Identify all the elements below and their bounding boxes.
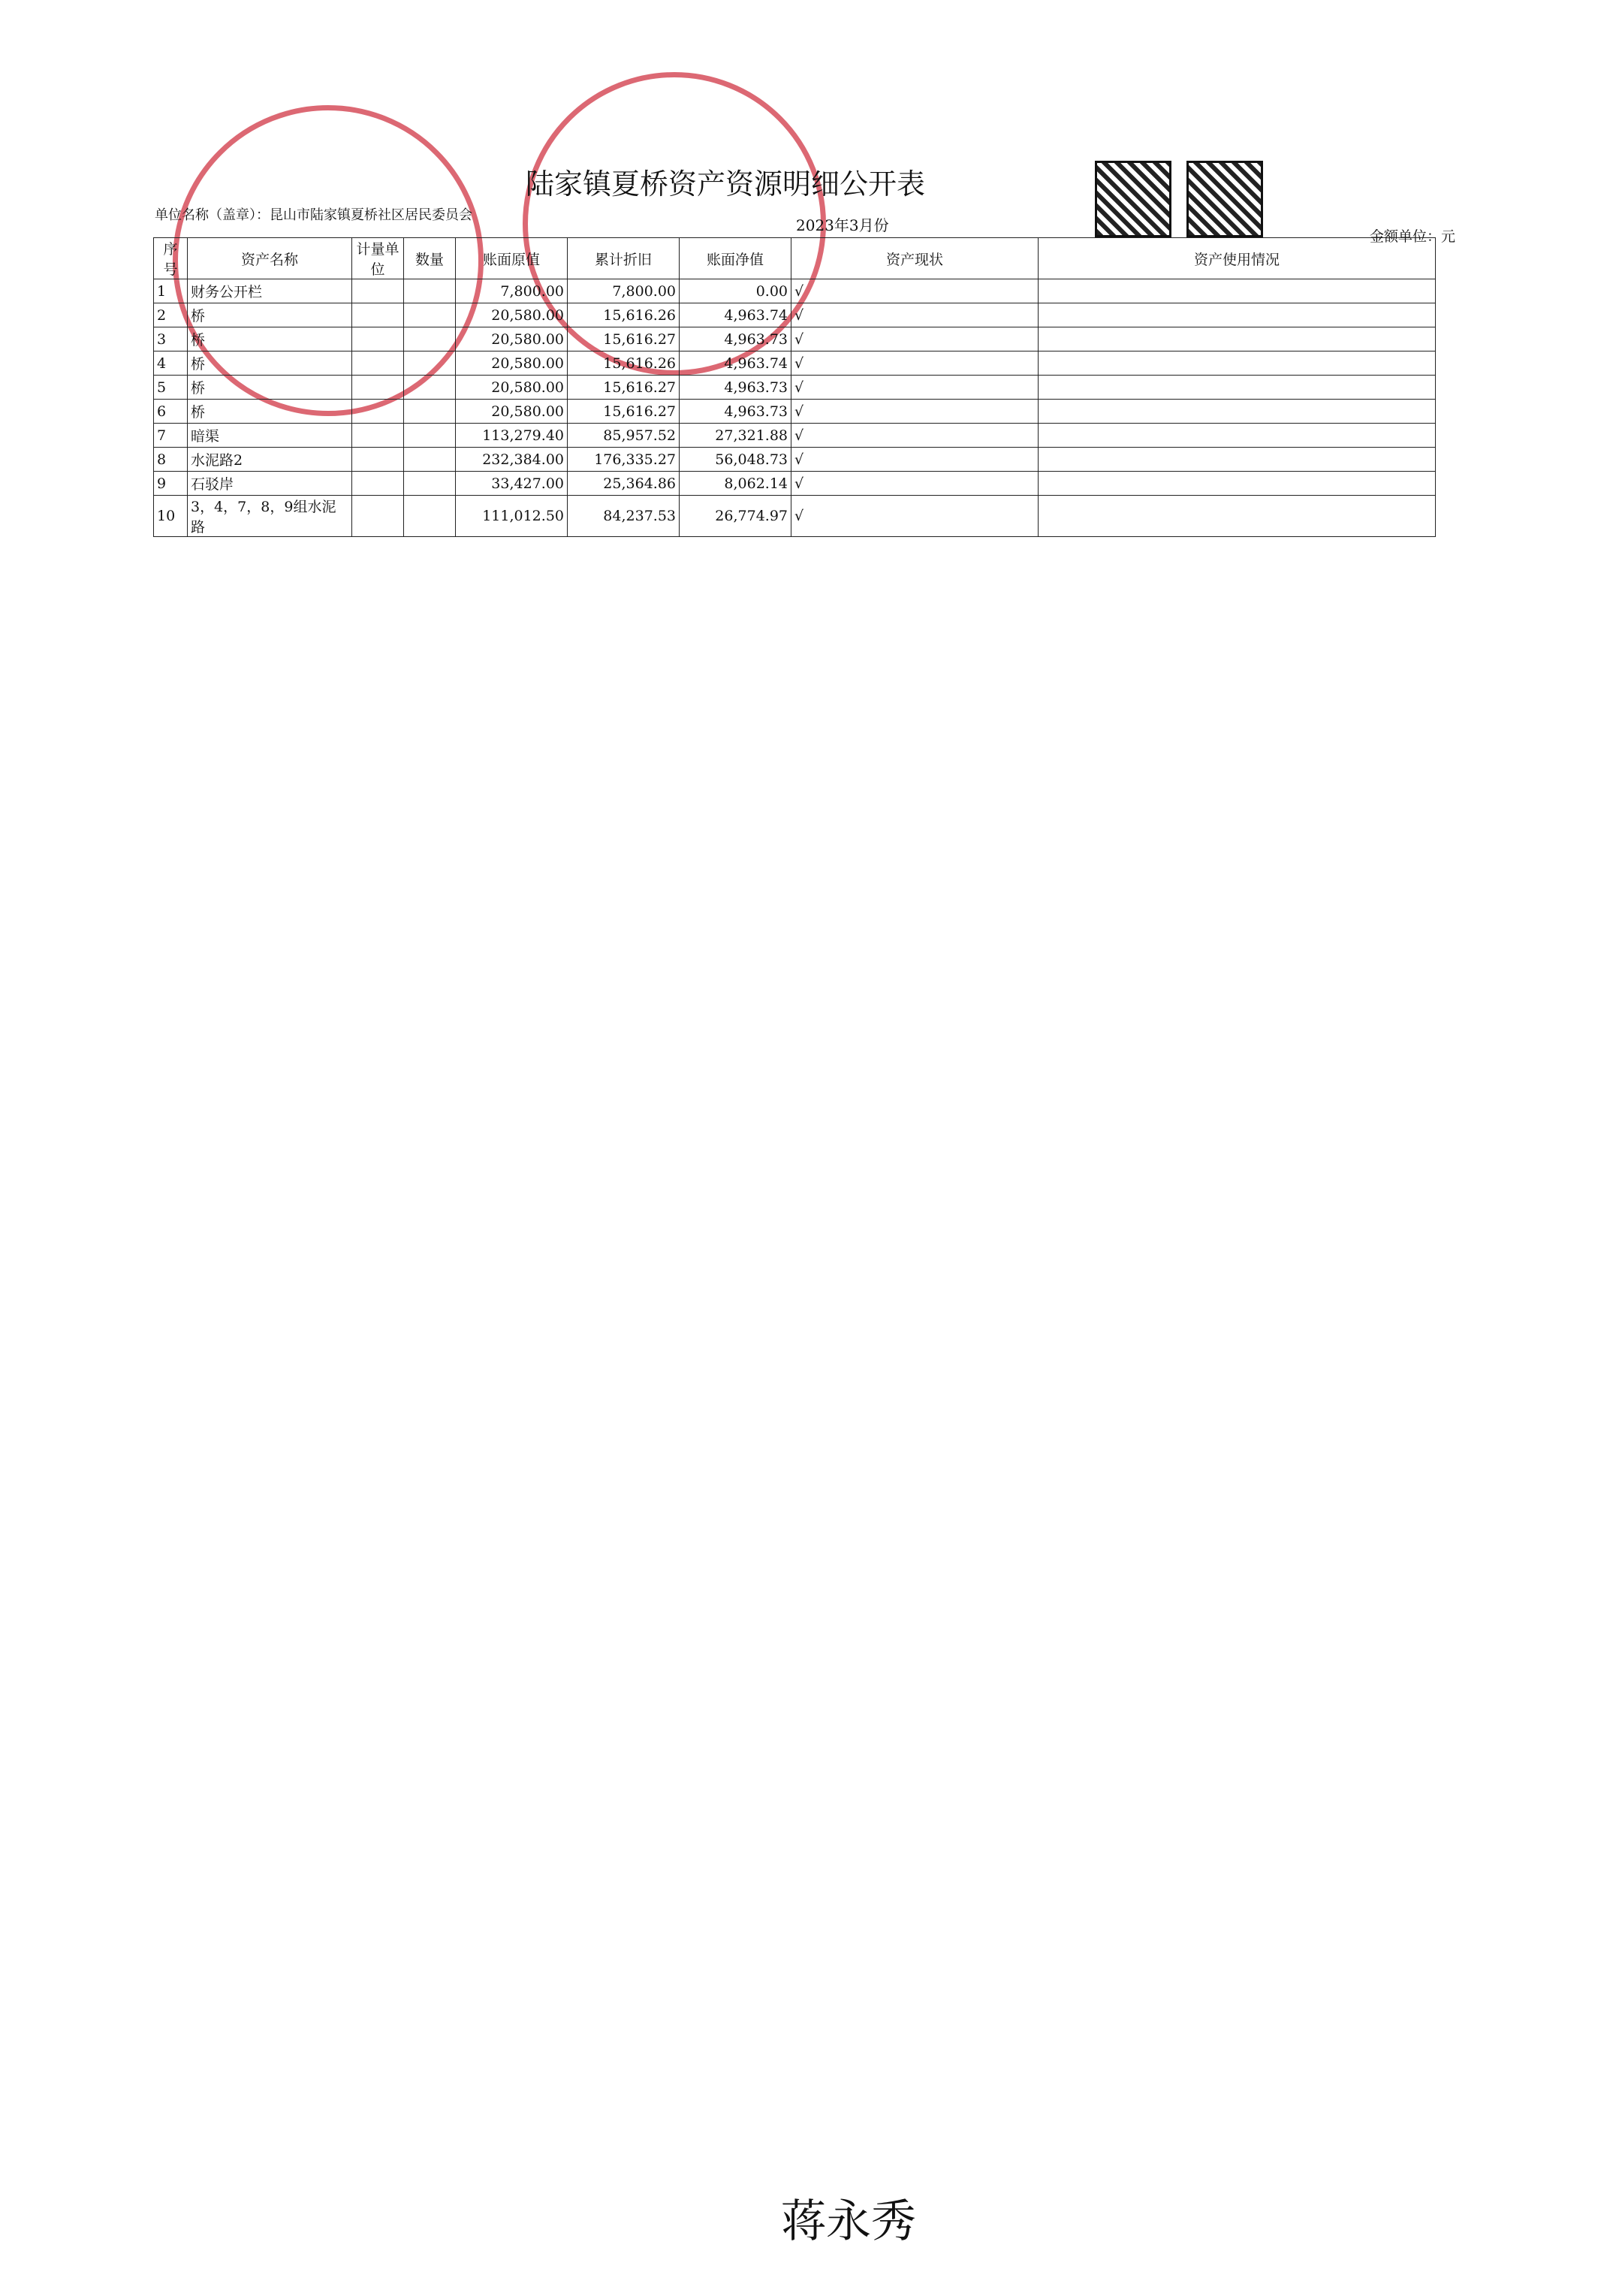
table-cell (1039, 400, 1436, 424)
handwritten-signature: 蒋永秀 (781, 2195, 916, 2248)
table-row (154, 424, 1436, 448)
table-cell: 8,062.14 (680, 472, 791, 496)
header-dep: 累计折旧 (568, 238, 680, 279)
table-cell (404, 376, 456, 400)
table-cell: √ (791, 303, 1039, 327)
table-cell: √ (791, 424, 1039, 448)
organization-name: 单位名称（盖章）：昆山市陆家镇夏桥社区居民委员会 (155, 207, 472, 223)
table-cell (352, 448, 404, 472)
table-cell: 2 (154, 303, 188, 327)
header-qty: 数量 (404, 238, 456, 279)
table-cell: 暗渠 (188, 424, 352, 448)
currency-unit: 金额单位：元 (1370, 228, 1456, 245)
table-cell: 84,237.53 (568, 496, 680, 537)
table-cell (404, 472, 456, 496)
table-cell: 26,774.97 (680, 496, 791, 537)
table-cell: 7,800.00 (456, 279, 568, 303)
table-row (154, 496, 1436, 537)
table-cell (404, 327, 456, 351)
table-cell: 3，4，7，8，9组水泥路 (188, 496, 352, 537)
table-cell (404, 496, 456, 537)
table-cell: 15,616.27 (568, 400, 680, 424)
table-cell (1039, 448, 1436, 472)
table-cell (1039, 472, 1436, 496)
table-cell: 20,580.00 (456, 376, 568, 400)
header-name: 资产名称 (188, 238, 352, 279)
table-cell: 15,616.26 (568, 303, 680, 327)
table-cell (352, 472, 404, 496)
table-cell: 25,364.86 (568, 472, 680, 496)
table-cell (404, 448, 456, 472)
table-cell: 4,963.74 (680, 351, 791, 376)
table-cell: 桥 (188, 400, 352, 424)
table-cell: 财务公开栏 (188, 279, 352, 303)
table-cell (352, 303, 404, 327)
table-cell (1039, 279, 1436, 303)
table-cell: 113,279.40 (456, 424, 568, 448)
table-cell: 20,580.00 (456, 303, 568, 327)
table-cell: 7,800.00 (568, 279, 680, 303)
table-cell (352, 424, 404, 448)
table-cell (1039, 327, 1436, 351)
table-cell: 4,963.73 (680, 376, 791, 400)
table-cell: 8 (154, 448, 188, 472)
header-seq: 序号 (154, 238, 188, 279)
table-cell: 桥 (188, 376, 352, 400)
table-cell: 15,616.27 (568, 327, 680, 351)
table-cell (352, 400, 404, 424)
table-cell (1039, 303, 1436, 327)
table-cell: 20,580.00 (456, 327, 568, 351)
table-cell: 4,963.73 (680, 400, 791, 424)
table-cell: 15,616.26 (568, 351, 680, 376)
table-cell: 桥 (188, 303, 352, 327)
table-cell: 桥 (188, 351, 352, 376)
table-row (154, 351, 1436, 376)
table-cell: 20,580.00 (456, 351, 568, 376)
table-cell: 111,012.50 (456, 496, 568, 537)
table-cell (352, 327, 404, 351)
table-cell: 15,616.27 (568, 376, 680, 400)
table-cell: √ (791, 327, 1039, 351)
table-cell (352, 279, 404, 303)
table-cell (404, 303, 456, 327)
table-cell: 5 (154, 376, 188, 400)
table-cell: √ (791, 400, 1039, 424)
table-cell: 4,963.73 (680, 327, 791, 351)
table-cell: √ (791, 351, 1039, 376)
header-unit: 计量单位 (352, 238, 404, 279)
table-cell: 6 (154, 400, 188, 424)
table-cell: 4,963.74 (680, 303, 791, 327)
table-cell: 85,957.52 (568, 424, 680, 448)
table-cell: 0.00 (680, 279, 791, 303)
table-cell: 10 (154, 496, 188, 537)
header-use: 资产使用情况 (1039, 238, 1436, 279)
header-orig: 账面原值 (456, 238, 568, 279)
table-cell: √ (791, 448, 1039, 472)
table-cell: 4 (154, 351, 188, 376)
table-cell: 27,321.88 (680, 424, 791, 448)
table-cell (1039, 376, 1436, 400)
report-period: 2023年3月份 (796, 216, 889, 234)
table-cell (404, 351, 456, 376)
table-cell: 9 (154, 472, 188, 496)
table-cell: √ (791, 472, 1039, 496)
table-row (154, 327, 1436, 351)
table-cell: √ (791, 496, 1039, 537)
table-cell: 56,048.73 (680, 448, 791, 472)
table-cell (404, 424, 456, 448)
table-cell: √ (791, 376, 1039, 400)
header-net: 账面净值 (680, 238, 791, 279)
table-cell (352, 376, 404, 400)
page-title: 陆家镇夏桥资产资源明细公开表 (526, 167, 926, 201)
table-cell (1039, 351, 1436, 376)
asset-table (153, 237, 1436, 537)
table-row (154, 279, 1436, 303)
table-cell (404, 279, 456, 303)
table-cell: 水泥路2 (188, 448, 352, 472)
table-cell: 石驳岸 (188, 472, 352, 496)
table-cell: 3 (154, 327, 188, 351)
qr-code-1 (1095, 161, 1171, 237)
table-cell (352, 351, 404, 376)
table-cell: 桥 (188, 327, 352, 351)
table-cell (1039, 424, 1436, 448)
table-cell: √ (791, 279, 1039, 303)
table-row (154, 472, 1436, 496)
table-cell (404, 400, 456, 424)
table-cell: 20,580.00 (456, 400, 568, 424)
table-row (154, 400, 1436, 424)
table-row (154, 376, 1436, 400)
table-row (154, 303, 1436, 327)
table-cell: 232,384.00 (456, 448, 568, 472)
table-cell: 176,335.27 (568, 448, 680, 472)
table-cell: 33,427.00 (456, 472, 568, 496)
table-cell: 1 (154, 279, 188, 303)
qr-code-2 (1186, 161, 1263, 237)
table-cell (1039, 496, 1436, 537)
header-status: 资产现状 (791, 238, 1039, 279)
table-cell: 7 (154, 424, 188, 448)
table-cell (352, 496, 404, 537)
table-row (154, 448, 1436, 472)
